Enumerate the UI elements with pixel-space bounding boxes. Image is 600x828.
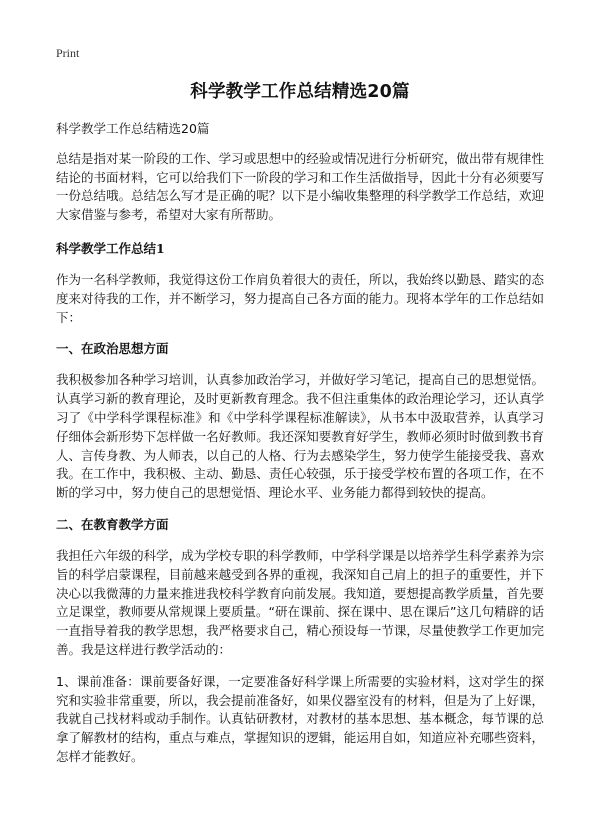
intro-paragraph: 总结是指对某一阶段的工作、学习或思想中的经验或情况进行分析研究，做出带有规律性结论的书面材料，它可以给我们下一阶段的学习和工作生活做指导，因此十分有必须要写一份总结哦。总结怎么写才是正确的呢？以下是小编收集整理的科学教学工作总结，欢迎大家借鉴与参考，希望对大家有所帮助。 bbox=[56, 150, 544, 223]
document-body bbox=[56, 120, 544, 780]
section-heading: 科学教学工作总结1 bbox=[56, 240, 165, 256]
print-link[interactable]: Print bbox=[56, 46, 80, 60]
teaching-heading: 二、在教育教学方面 bbox=[56, 516, 169, 532]
document-subtitle: 科学教学工作总结精选20篇 bbox=[56, 121, 210, 136]
political-heading: 一、在政治思想方面 bbox=[56, 341, 169, 357]
section-intro-paragraph: 作为一名科学教师，我觉得这份工作肩负着很大的责任，所以，我始终以勤恳、踏实的态度来对待我的工作，并不断学习，努力提高自己各方面的能力。现将本学年的工作总结如下： bbox=[56, 271, 544, 325]
teaching-paragraph: 我担任六年级的科学，成为学校专职的科学教师，中学科学课是以培养学生科学素养为宗旨的科学启蒙课程，目前越来越受到各界的重视，我深知自己肩上的担子的重要性，并下决心以我微薄的力量来推进我校科学教育向前发展。我知道，要想提高教学质量，首先要立足课堂，教师要从常规课上要质量。“研在课前、探在课中、思在课后”这几句精辟的话一直指导着我的教学思想，我严格要求自己，精心预设每一节课，尽量使教学工作更加完善。我是这样进行教学活动的： bbox=[56, 547, 544, 657]
document-title: 科学教学工作总结精选20篇 bbox=[190, 82, 410, 102]
preparation-paragraph: 1、课前准备：课前要备好课，一定要准备好科学课上所需要的实验材料，这对学生的探究和实验非常重要，所以，我会提前准备好，如果仪器室没有的材料，但是为了上好课，我就自己找材料或动手制作。认真钻研教材，对教材的基本思想、基本概念，每节课的总拿了解教材的结构，重点与难点，掌握知识的逻辑，能运用自如，知道应补充哪些资料，怎样才能教好。 bbox=[56, 673, 544, 764]
political-paragraph: 我积极参加各种学习培训，认真参加政治学习，并做好学习笔记，提高自己的思想觉悟。认真学习新的教育理论，及时更新教育理念。我不但注重集体的政治理论学习，还认真学习了《中学科学课程标准》和《中学科学课程标准解读》，从书本中汲取营养，认真学习仔细体会新形势下怎样做一名好教师。我还深知要教育好学生，教师必须时时做到教书育人、言传身教、为人师表，以自己的人格、行为去感染学生，努力使学生能接受我、喜欢我。在工作中，我积极、主动、勤恳、责任心较强，乐于接受学校布置的各项工作，在不断的学习中，努力使自己的思想觉悟、理论水平、业务能力都得到较快的提高。 bbox=[56, 372, 544, 501]
